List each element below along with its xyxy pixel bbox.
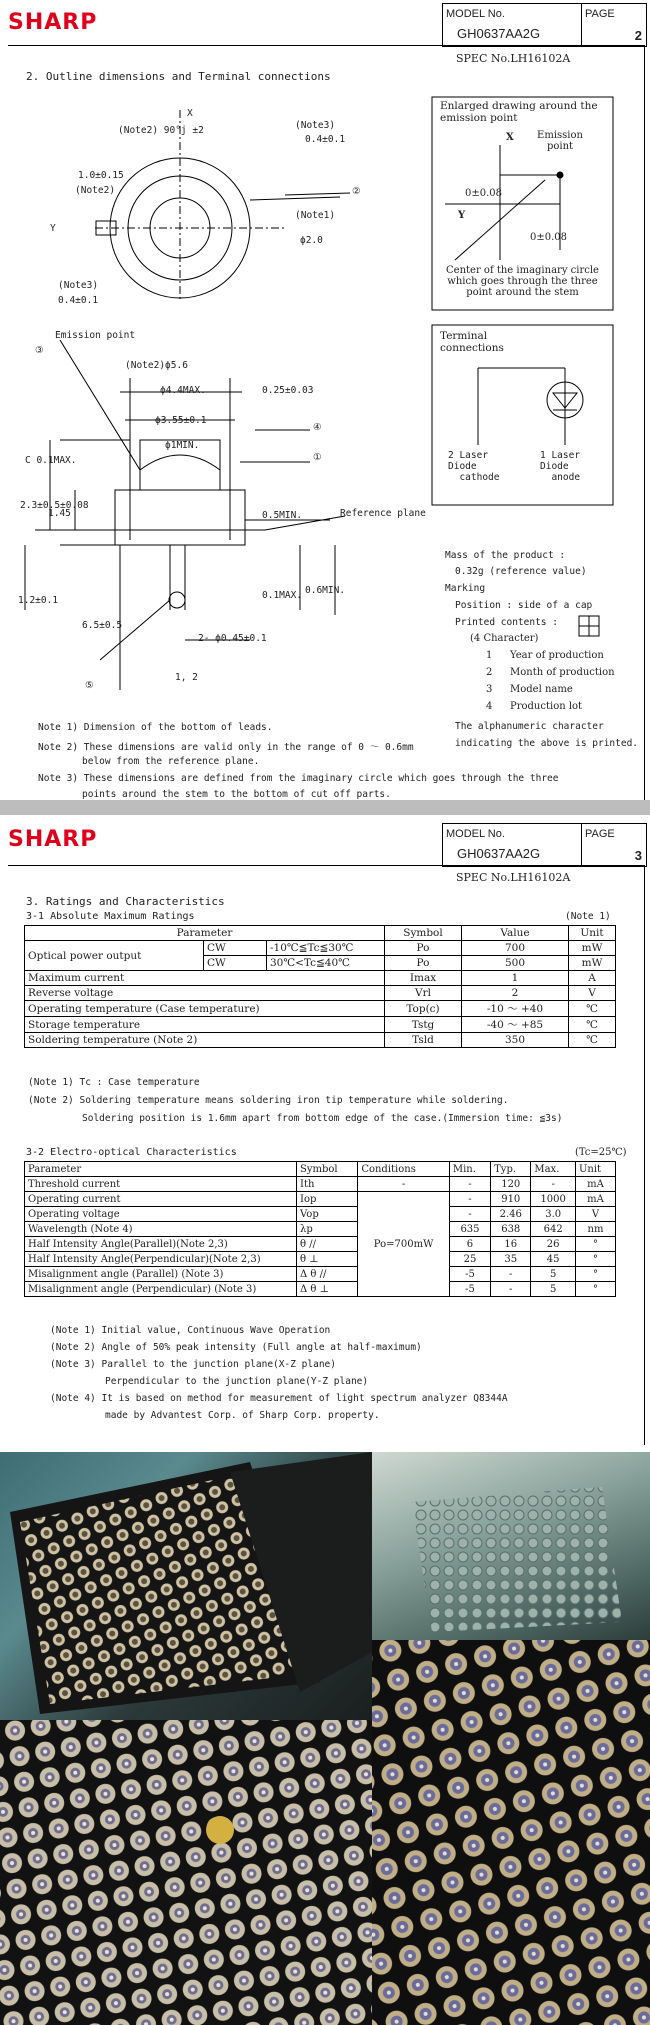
- col: Unit: [575, 1162, 615, 1177]
- col-symbol: Symbol: [385, 926, 462, 941]
- mark-lot: Production lot: [510, 701, 583, 712]
- photo-diodes-left: [0, 1720, 372, 2025]
- dim-0.5min: 0.5MIN.: [262, 510, 303, 521]
- spec-page-3: [0, 815, 650, 1445]
- note-3b: points around the stem to the bottom of cut off parts.: [82, 789, 391, 800]
- cell: 25: [449, 1252, 490, 1267]
- callout-4: ④: [313, 422, 322, 433]
- col-parameter: Parameter: [25, 926, 385, 941]
- note-1: Note 1) Dimension of the bottom of leads.: [38, 722, 273, 733]
- enlarged-y: Y: [458, 210, 466, 221]
- cell: 5: [531, 1267, 576, 1282]
- cell: -: [449, 1177, 490, 1192]
- dim-1.45: 1.45: [48, 508, 71, 519]
- col: Symbol: [297, 1162, 358, 1177]
- dim-6.5: 6.5±0.5: [82, 620, 123, 631]
- cell: Vop: [297, 1207, 358, 1222]
- cell: Ith: [297, 1177, 358, 1192]
- eo-note3b: Perpendicular to the junction plane(Y-Z plane): [105, 1376, 369, 1387]
- table-header-row: [25, 1162, 616, 1177]
- photo-esd-bag: [372, 1452, 650, 1640]
- cell: -: [531, 1177, 576, 1192]
- note2-angle: (Note2) 90°j ±2: [118, 125, 204, 136]
- cell: 35: [491, 1252, 531, 1267]
- eo-note2: (Note 2) Angle of 50% peak intensity (Full angle at half-maximum): [50, 1342, 422, 1353]
- mark-4: 4: [486, 701, 493, 712]
- cell: Tstg: [385, 1017, 462, 1033]
- cell: mA: [575, 1192, 615, 1207]
- cell: 26: [531, 1237, 576, 1252]
- sharp-logo: SHARP: [8, 10, 98, 35]
- cell: Δ θ //: [297, 1267, 358, 1282]
- cell: Optical power output: [25, 941, 204, 971]
- model-label: MODEL No.: [446, 8, 505, 20]
- eo-temp: (Tc=25℃): [575, 1147, 627, 1158]
- cell: Operating voltage: [25, 1207, 297, 1222]
- cell: -: [358, 1177, 450, 1192]
- table-row: [25, 971, 616, 986]
- page-separator: [0, 800, 650, 815]
- cell: Half Intensity Angle(Perpendicular)(Note 2,3): [25, 1252, 297, 1267]
- mass-label: Mass of the product :: [445, 550, 566, 561]
- note-3: Note 3) These dimensions are defined from the imaginary circle which goes through the three: [38, 773, 559, 784]
- center-description: Center of the imaginary circle which goes through the three point around the stem: [446, 265, 599, 298]
- cell: Operating current: [25, 1192, 297, 1207]
- table-row: [25, 1177, 616, 1192]
- cell: Maximum current: [25, 971, 385, 986]
- cell: 910: [491, 1192, 531, 1207]
- model-label-p3: MODEL No.: [446, 828, 505, 840]
- cell: °: [575, 1237, 615, 1252]
- cell: Misalignment angle (Parallel) (Note 3): [25, 1267, 297, 1282]
- cell: 45: [531, 1252, 576, 1267]
- cell: mA: [575, 1177, 615, 1192]
- table-row: [25, 1001, 616, 1017]
- abs-max-table: [24, 925, 616, 1048]
- mark-3: 3: [486, 684, 493, 695]
- table-row: [25, 1222, 616, 1237]
- dim-0.4: 0.4±0.1: [305, 134, 346, 145]
- section-3-title: 3. Ratings and Characteristics: [26, 895, 225, 908]
- dim-1.0: 1.0±0.15: [78, 170, 124, 181]
- cell: CW: [204, 956, 267, 971]
- cell: Top(c): [385, 1001, 462, 1017]
- abs-note2b: Soldering position is 1.6mm apart from bottom edge of the case.(Immersion time: ≦3s): [82, 1113, 563, 1124]
- cell: 1: [462, 971, 569, 986]
- cell: ℃: [569, 1017, 616, 1033]
- col: Min.: [449, 1162, 490, 1177]
- enlarged-title: Enlarged drawing around the emission point: [440, 100, 598, 124]
- table-row: [25, 1207, 616, 1222]
- sharp-logo-p3: SHARP: [8, 827, 98, 852]
- cell: Wavelength (Note 4): [25, 1222, 297, 1237]
- dim-2.0: ϕ2.0: [300, 235, 323, 246]
- cell: ℃: [569, 1033, 616, 1048]
- cell: Half Intensity Angle(Parallel)(Note 2,3): [25, 1237, 297, 1252]
- cell: Operating temperature (Case temperature): [25, 1001, 385, 1017]
- cell: 635: [449, 1222, 490, 1237]
- mark-year: Year of production: [510, 650, 604, 661]
- cell: Tsld: [385, 1033, 462, 1048]
- cell: °: [575, 1282, 615, 1297]
- y-axis-label: Y: [50, 223, 56, 234]
- cell: λp: [297, 1222, 358, 1237]
- chamfer: C 0.1MAX.: [25, 455, 77, 466]
- cell: -: [449, 1207, 490, 1222]
- callout-3: ③: [35, 345, 44, 356]
- cell: A: [569, 971, 616, 986]
- abs-max-title: 3-1 Absolute Maximum Ratings: [26, 911, 195, 922]
- abs-note2: (Note 2) Soldering temperature means soldering iron tip temperature while soldering.: [28, 1095, 509, 1106]
- marking-label: Marking: [445, 583, 486, 594]
- pin2-label: 2 Laser Diode cathode: [448, 450, 500, 483]
- eo-note4b: made by Advantest Corp. of Sharp Corp. property.: [105, 1410, 380, 1421]
- page-label: PAGE: [585, 8, 615, 20]
- enlarged-x: X: [506, 132, 514, 143]
- table-row: [25, 1033, 616, 1048]
- table-row: [25, 941, 616, 956]
- cell: -10℃≦Tc≦30℃: [267, 941, 385, 956]
- cell: 642: [531, 1222, 576, 1237]
- cell: Δ θ ⊥: [297, 1282, 358, 1297]
- photo-diodes-right: [372, 1640, 650, 2025]
- eo-note4: (Note 4) It is based on method for measurement of light spectrum analyzer Q8344A: [50, 1393, 508, 1404]
- note3-top: (Note3): [295, 120, 336, 131]
- cell: Po: [385, 941, 462, 956]
- dim-0.4b: 0.4±0.1: [58, 295, 99, 306]
- dim-2.3: 2.3±0.5: [20, 500, 61, 511]
- cell: 2.46: [491, 1207, 531, 1222]
- mark-2: 2: [486, 667, 493, 678]
- note3-left: (Note3): [58, 280, 99, 291]
- table-row: [25, 1192, 616, 1207]
- cell: Threshold current: [25, 1177, 297, 1192]
- dim-0.1max: 0.1MAX.: [262, 590, 303, 601]
- note2-side: (Note2): [75, 185, 116, 196]
- cell: °: [575, 1267, 615, 1282]
- cell: 638: [491, 1222, 531, 1237]
- cell: -10 〜 +40: [462, 1001, 569, 1017]
- cell: θ //: [297, 1237, 358, 1252]
- printed-contents: Printed contents :: [455, 617, 558, 628]
- pin-numbers: 1, 2: [175, 672, 198, 683]
- cell: 2: [462, 986, 569, 1001]
- tray-pattern: [0, 1452, 372, 1720]
- cell: Vrl: [385, 986, 462, 1001]
- col: Conditions: [358, 1162, 450, 1177]
- cell-conditions: Po=700mW: [358, 1192, 450, 1297]
- abs-note1-ref: (Note 1): [565, 911, 611, 922]
- table-row: [25, 1017, 616, 1033]
- eo-table: [24, 1161, 616, 1297]
- spec-number-p3: SPEC No.LH16102A: [456, 871, 571, 884]
- cell: 500: [462, 956, 569, 971]
- dim-5.6: (Note2)ϕ5.6: [125, 360, 188, 371]
- emission-point-enlarged: Emission point: [537, 130, 583, 152]
- dim-1.2: 1.2±0.1: [18, 595, 59, 606]
- mass-value: 0.32g (reference value): [455, 566, 587, 577]
- col-value: Value: [462, 926, 569, 941]
- reference-plane: Reference plane: [340, 508, 426, 519]
- dim-0.6min: 0.6MIN.: [305, 585, 346, 596]
- abs-note1: (Note 1) Tc : Case temperature: [28, 1077, 200, 1088]
- spec-number: SPEC No.LH16102A: [456, 52, 571, 65]
- cell: 6: [449, 1237, 490, 1252]
- cell: 16: [491, 1237, 531, 1252]
- col-unit: Unit: [569, 926, 616, 941]
- cell: V: [569, 986, 616, 1001]
- note-2: Note 2) These dimensions are valid only in the range of 0 〜 0.6mm: [38, 742, 414, 753]
- mark-model: Model name: [510, 684, 573, 695]
- enlarged-dim-b: 0±0.08: [530, 232, 568, 243]
- cell: mW: [569, 956, 616, 971]
- table-header-row: [25, 926, 616, 941]
- dim-0.45: 2- ϕ0.45±0.1: [198, 633, 267, 644]
- marking-position: Position : side of a cap: [455, 600, 593, 611]
- eo-note1: (Note 1) Initial value, Continuous Wave Operation: [50, 1325, 331, 1336]
- cell: 1000: [531, 1192, 576, 1207]
- cell: °: [575, 1252, 615, 1267]
- model-number: GH0637AA2G: [457, 26, 541, 41]
- eo-note3: (Note 3) Parallel to the junction plane(X-Z plane): [50, 1359, 336, 1370]
- cell: Po: [385, 956, 462, 971]
- cell: -: [491, 1282, 531, 1297]
- table-row: [25, 1282, 616, 1297]
- cell: Storage temperature: [25, 1017, 385, 1033]
- page-number-p3: 3: [634, 848, 642, 863]
- cell: -40 〜 +85: [462, 1017, 569, 1033]
- table-row: [25, 1267, 616, 1282]
- cell: CW: [204, 941, 267, 956]
- enlarged-dim-a: 0±0.08: [465, 188, 503, 199]
- cell: Misalignment angle (Perpendicular) (Note 3): [25, 1282, 297, 1297]
- table-row: [25, 986, 616, 1001]
- dim-3.55: ϕ3.55±0.1: [155, 415, 207, 426]
- note-2b: below from the reference plane.: [82, 756, 260, 767]
- char-count: (4 Character): [470, 633, 539, 644]
- model-number-p3: GH0637AA2G: [457, 846, 541, 861]
- alpha-note: The alphanumeric character indicating the above is printed.: [455, 721, 639, 749]
- table-row: [25, 1252, 616, 1267]
- cell: 350: [462, 1033, 569, 1048]
- mark-month: Month of production: [510, 667, 615, 678]
- cell: -: [491, 1267, 531, 1282]
- emission-point-label: Emission point: [55, 330, 136, 341]
- cell: 700: [462, 941, 569, 956]
- cell: -5: [449, 1282, 490, 1297]
- mark-1: 1: [486, 650, 493, 661]
- page-label-p3: PAGE: [585, 828, 615, 840]
- col: Max.: [531, 1162, 576, 1177]
- dim-1min: ϕ1MIN.: [165, 440, 200, 451]
- cell: θ ⊥: [297, 1252, 358, 1267]
- cell: 120: [491, 1177, 531, 1192]
- cell: Iop: [297, 1192, 358, 1207]
- cell: 30℃<Tc≦40℃: [267, 956, 385, 971]
- cell: -: [449, 1192, 490, 1207]
- cell: nm: [575, 1222, 615, 1237]
- cell: 3.0: [531, 1207, 576, 1222]
- callout-5: ⑤: [85, 680, 94, 691]
- cell: -5: [449, 1267, 490, 1282]
- col: Parameter: [25, 1162, 297, 1177]
- cell: V: [575, 1207, 615, 1222]
- dim-4.4: ϕ4.4MAX.: [160, 385, 206, 396]
- cell: 5: [531, 1282, 576, 1297]
- x-axis-label: X: [187, 108, 193, 119]
- cell: ℃: [569, 1001, 616, 1017]
- eo-title: 3-2 Electro-optical Characteristics: [26, 1147, 237, 1158]
- cell: mW: [569, 941, 616, 956]
- diodes-left-pattern: [0, 1720, 372, 2025]
- bag-pattern: [372, 1452, 650, 1640]
- terminal-title: Terminal connections: [440, 330, 504, 354]
- diodes-right-pattern: [372, 1640, 650, 2025]
- cell: Reverse voltage: [25, 986, 385, 1001]
- dim-0.25: 0.25±0.03: [262, 385, 314, 396]
- page-number: 2: [634, 28, 642, 43]
- circle-2: ②: [352, 186, 361, 197]
- dim-0.08: ±0.08: [60, 500, 89, 511]
- col: Typ.: [491, 1162, 531, 1177]
- section-title: 2. Outline dimensions and Terminal connections: [26, 70, 331, 83]
- photo-tray-top-left: [0, 1452, 372, 1720]
- spec-page-2: [0, 0, 650, 800]
- table-row: [25, 1237, 616, 1252]
- callout-1: ①: [313, 452, 322, 463]
- cell: Soldering temperature (Note 2): [25, 1033, 385, 1048]
- pin1-label: 1 Laser Diode anode: [540, 450, 581, 483]
- cell: Imax: [385, 971, 462, 986]
- model-header-p3: [442, 823, 647, 867]
- note1-label: (Note1): [295, 210, 336, 221]
